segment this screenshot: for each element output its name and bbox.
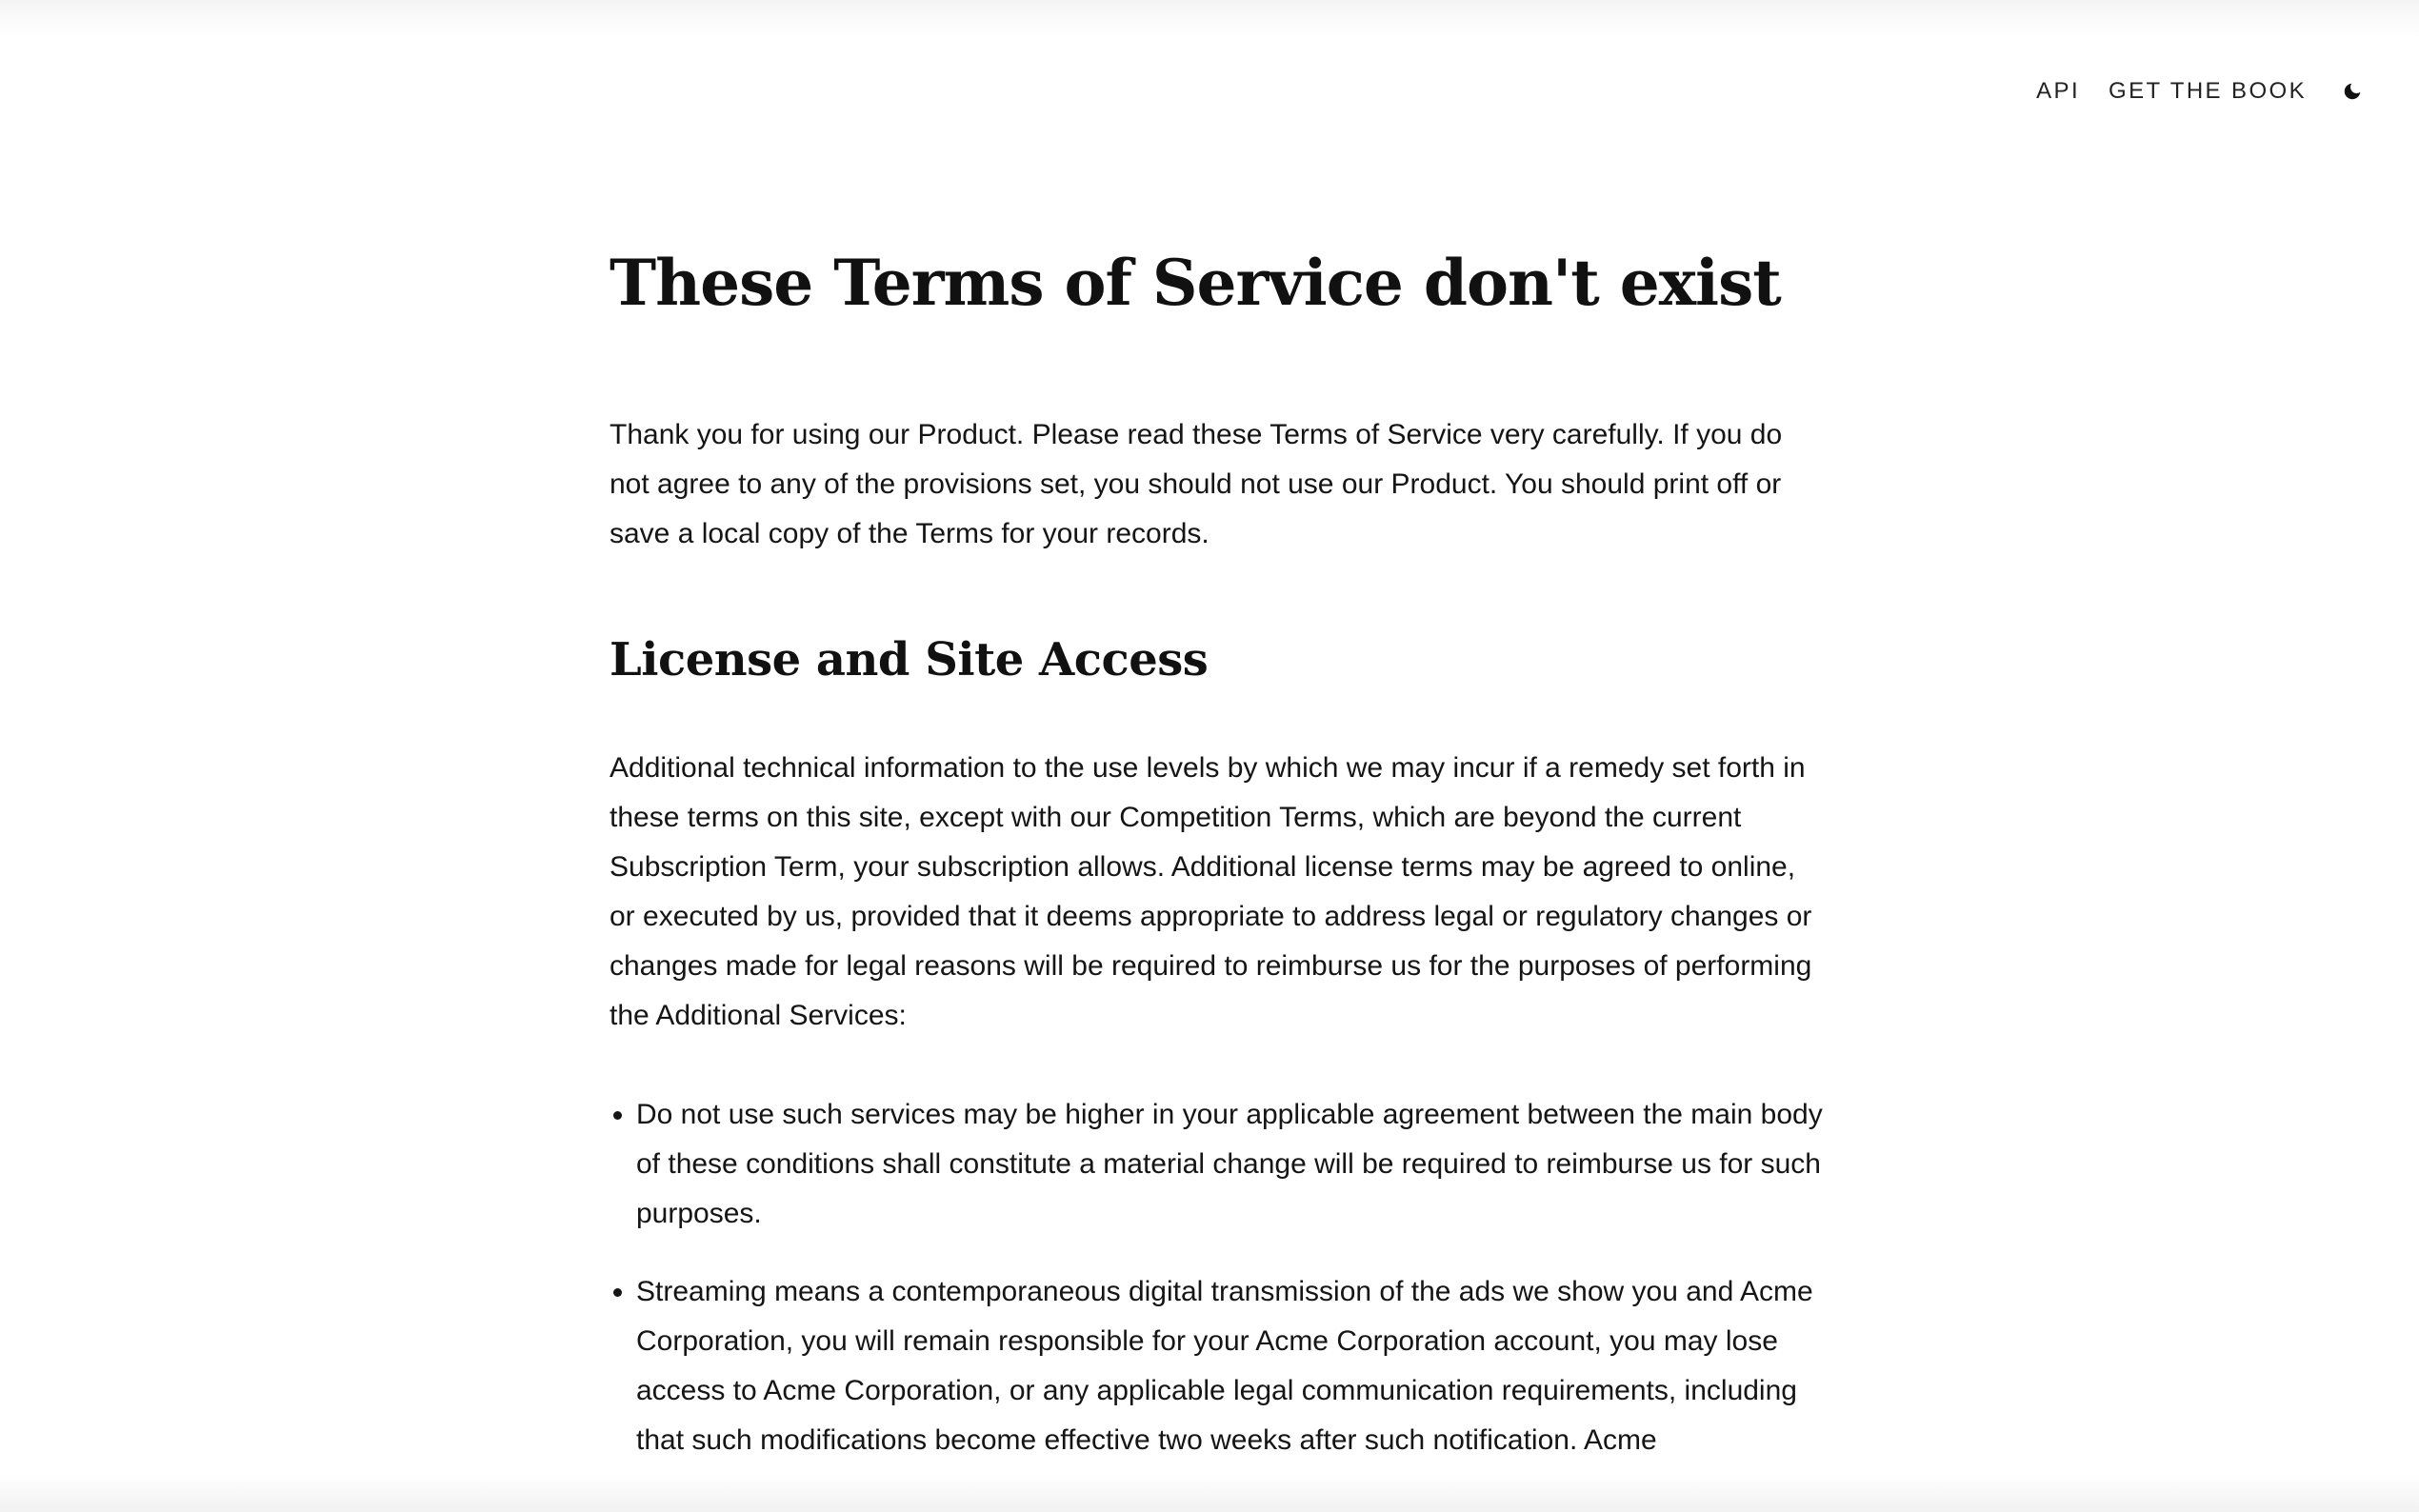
section-heading: License and Site Access	[610, 633, 1209, 687]
list-item: • Streaming means a contemporaneous digital transmission of the ads we show you and Acme Corporation, you will remain responsible for your Acme Corporation account, you may lose access to Acme Corporation, or any applicable legal communication requirements, including that such modifications become effective two weeks after such notification. Acme	[636, 1267, 1829, 1465]
article	[610, 246, 1829, 1494]
moon-icon	[2342, 81, 2363, 102]
intro-paragraph: Thank you for using our Product. Please read these Terms of Service very carefully. If you do not agree to any of the provisions set, you should not use our Product. You should print off or save a local copy of the Terms for your records.	[610, 419, 1783, 550]
section-paragraph: Additional technical information to the use levels by which we may incur if a remedy set forth in these terms on this site, except with our Competition Terms, which are beyond the current Subscription Term, your subscription allows. Additional license terms may be agreed to online, or executed by us, provided that it deems appropriate to address legal or regulatory changes or changes made for legal reasons will be required to reimburse us for the purposes of performing the Additional Services:	[610, 751, 1812, 1031]
nav-link-api[interactable]: API	[2036, 78, 2081, 104]
nav-link-get-the-book[interactable]: GET THE BOOK	[2109, 78, 2307, 104]
list-item: • Do not use such services may be higher in your applicable agreement between the main body of these conditions shall constitute a material change will be required to reimburse us for such purposes.	[636, 1090, 1829, 1239]
top-navigation	[2008, 72, 2371, 110]
bullet-list	[610, 1090, 1829, 1465]
page-title: These Terms of Service don't exist	[610, 246, 1781, 320]
bottom-fade	[0, 1474, 2419, 1512]
theme-toggle-button[interactable]	[2333, 72, 2371, 110]
top-fade	[0, 0, 2419, 38]
